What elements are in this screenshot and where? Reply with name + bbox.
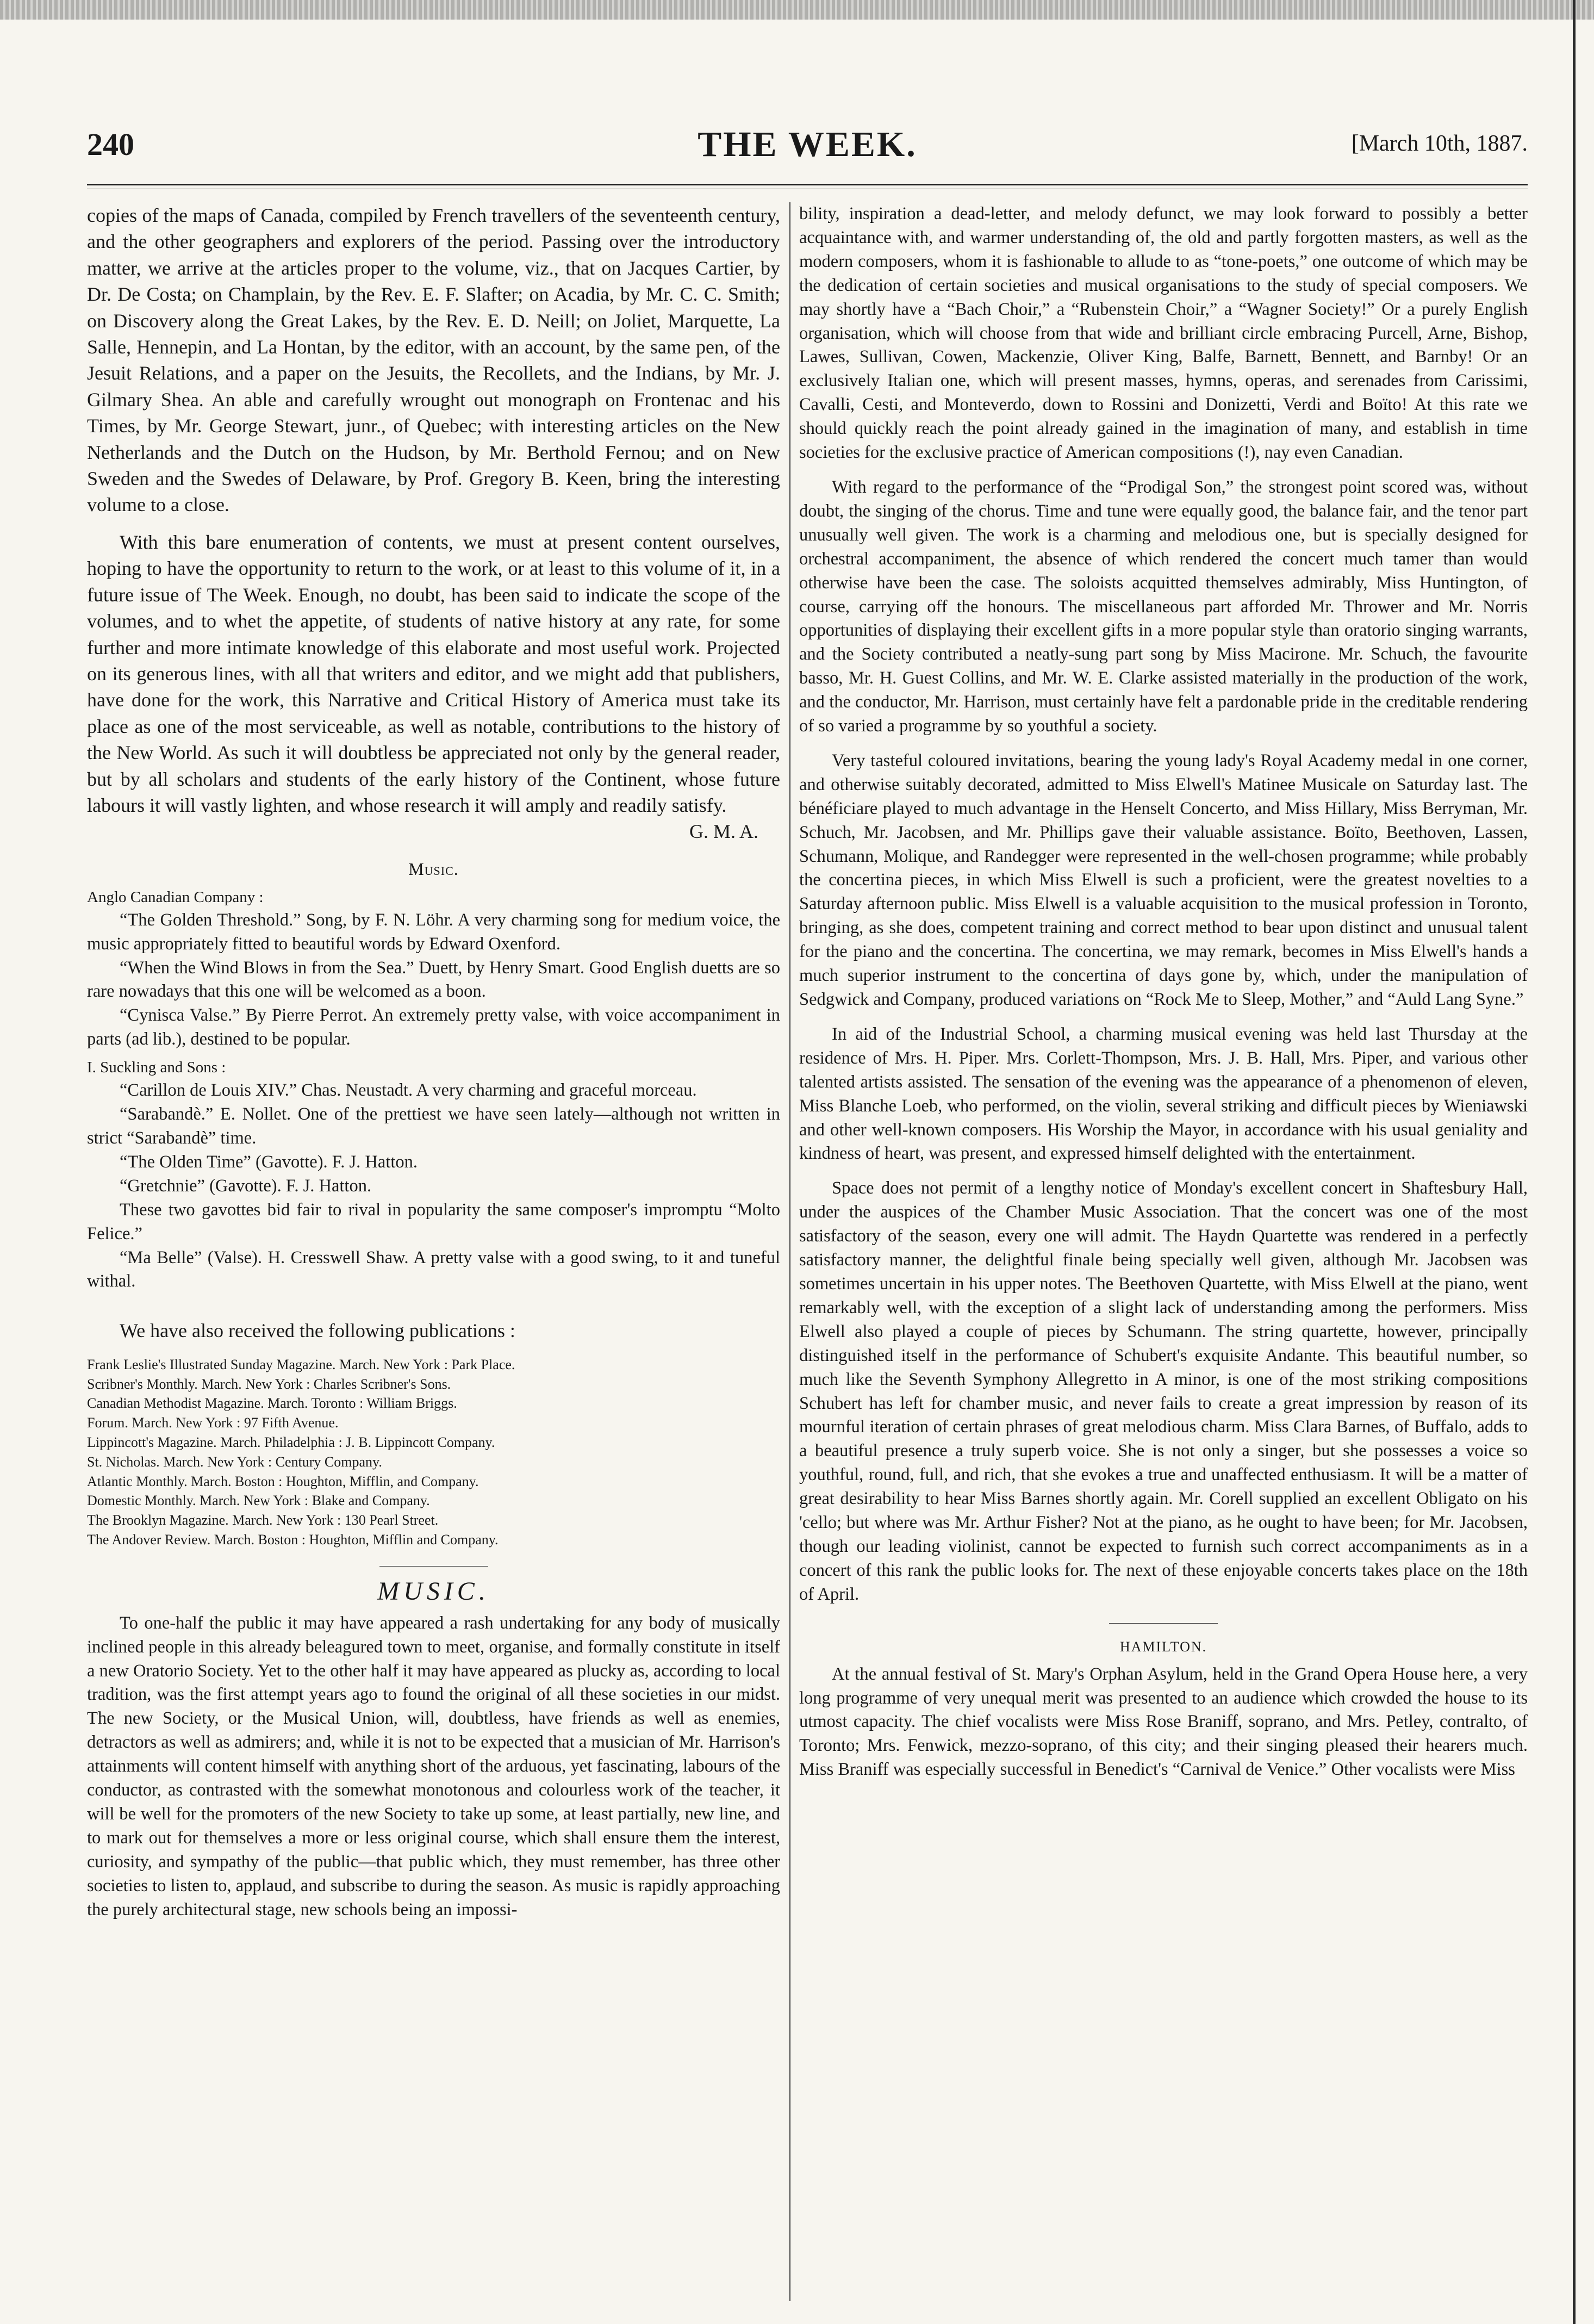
publication-entry: Canadian Methodist Magazine. March. Toronto : William Briggs.: [87, 1395, 457, 1412]
music-heading: Music.: [408, 859, 459, 879]
page-number: 240: [87, 127, 134, 162]
publisher-label: I. Suckling and Sons :: [87, 1059, 226, 1077]
music-notice: “Ma Belle” (Valse). H. Cresswell Shaw. A pretty valse with a good swing, to it and tuneful withal.: [87, 1247, 780, 1291]
music-notice: “Carillon de Louis XIV.” Chas. Neustadt. A very charming and graceful morceau.: [120, 1080, 697, 1101]
publication-entry: Scribner's Monthly. March. New York : Charles Scribner's Sons.: [87, 1376, 451, 1392]
page-header: [87, 126, 1528, 175]
publications-intro: We have also received the following publications :: [120, 1320, 515, 1342]
review-paragraph: copies of the maps of Canada, compiled by French travellers of the seventeenth century, and the other geographers and explorers of the period. Passing over the introductory matter, we arrive at the articles proper to the volume, viz., that on Jacques Cartier, by Dr. De Costa; on Champlain, by the Rev. E. F. Slafter; on Acadia, by Mr. C. C. Smith; on Discovery along the Great Lakes, by the Rev. E. D. Neill; on Joliet, Marquette, La Salle, Hennepin, and La Hontan, by the editor, with an account, by the same pen, of the Jesuit Relations, and a paper on the Jesuits, the Recollets, and the Indians, by Mr. J. Gilmary Shea. An able and carefully wrought out monograph on Frontenac and his Times, by Mr. George Stewart, junr., of Quebec; with interesting articles on the New Netherlands and the Dutch on the Hudson, by Mr. Berthold Fernou; and on New Sweden and the Swedes of Delaware, by Prof. Gregory B. Keen, bring the interesting volume to a close.: [87, 204, 780, 516]
publication-entry: The Andover Review. March. Boston : Houghton, Mifflin and Company.: [87, 1531, 499, 1548]
top-border: [0, 0, 1594, 20]
review-signature: G. M. A.: [689, 821, 758, 843]
music-notice: “Sarabandè.” E. Nollet. One of the prettiest we have seen lately—although not written in strict “Sarabandè” time.: [87, 1104, 780, 1148]
hamilton-heading: HAMILTON.: [1119, 1638, 1207, 1655]
publication-entry: Atlantic Monthly. March. Boston : Houghton, Mifflin, and Company.: [87, 1473, 479, 1489]
masthead: THE WEEK.: [698, 125, 917, 164]
music-notice: “The Olden Time” (Gavotte). F. J. Hatton.: [120, 1152, 418, 1172]
music-notice: These two gavottes bid fair to rival in popularity the same composer's impromptu “Molto Felice.”: [87, 1200, 780, 1244]
music-article-paragraph: In aid of the Industrial School, a charming musical evening was held last Thursday at the residence of Mrs. H. Piper. Mrs. Corlett-Thompson, Mrs. J. B. Hall, Mrs. Piper, and various other talented artists assisted. The sensation of the evening was the appearance of a phenomenon of eleven, Miss Blanche Loeb, who performed, on the violin, several striking and difficult pieces by Wieniawski and other well-known composers. His Worship the Mayor, in accordance with his usual geniality and kindness of heart, was present, and expressed himself delighted with the entertainment.: [799, 1024, 1528, 1164]
publication-entry: Forum. March. New York : 97 Fifth Avenue.: [87, 1415, 339, 1431]
music-notice: “The Golden Threshold.” Song, by F. N. Löhr. A very charming song for medium voice, the music appropriately fitted to beautiful words by Edward Oxenford.: [87, 910, 780, 954]
review-paragraph: With this bare enumeration of contents, we must at present content ourselves, hoping to have the opportunity to return to the work, or at least to this volume of it, in a future issue of The Week. Enough, no doubt, has been said to indicate the scope of the volumes, and to whet the appetite, of students of native history at any rate, for some further and more intimate knowledge of this elaborate and most useful work. Projected on its generous lines, with all that writers and editor, and we might add that publishers, have done for the work, this Narrative and Critical History of America must take its place as one of the most serviceable, as well as notable, contributions to the history of the New World. As such it will doubtless be appreciated not only by the general reader, but by all scholars and students of the early history of the Continent, whose future labours it will vastly lighten, and whose research it will amply and readily satisfy.: [87, 531, 780, 816]
music-article-paragraph: To one-half the public it may have appeared a rash undertaking for any body of musically inclined people in this already beleagured town to meet, organise, and formally constitute in itself a new Oratorio Society. Yet to the other half it may have appeared as plucky as, according to local tradition, was the first attempt years ago to found the original of all these societies in our midst. The new Society, or the Musical Union, will, doubtless, have friends as well as enemies, detractors as well as admirers; and, while it is not to be expected that a musician of Mr. Harrison's attainments will content himself with anything short of the arduous, yet fascinating, labours of the conductor, as contrasted with the somewhat monotonous and colourless work of the teacher, it will be well for the promoters of the new Society to take up some, at least partially, new line, and to mark out for themselves a more or less original course, which shall ensure them the interest, curiosity, and sympathy of the public—that public which, they must remember, has three other societies to listen to, applaud, and subscribe to during the season. As music is rapidly approaching the purely architectural stage, new schools being an impossi-: [87, 1613, 780, 1919]
music-article-paragraph: Space does not permit of a lengthy notice of Monday's excellent concert in Shaftesbury Hall, under the auspices of the Chamber Music Association. That the concert was one of the most satisfactory of the season, every one will admit. The Haydn Quartette was rendered in a perfectly satisfactory manner, the delightful finale being specially well given, although Mr. Jacobsen was sometimes uncertain in his upper notes. The Beethoven Quartette, with Miss Elwell at the piano, went remarkably well, with the exception of a slight lack of understanding among the performers. Miss Elwell also played a couple of pieces by Schumann. The string quartette, however, principally distinguished itself in the performance of Schubert's exquisite Andante. This beautiful number, so much like the Seventh Symphony Allegretto in A minor, is one of the most striking compositions Schubert has left for chamber music, and never fails to create a great impression by reason of its mournful iteration of certain phrases of great melodious charm. Miss Clara Barnes, of Buffalo, adds to a beautiful presence a truly superb voice. She is not only a singer, but she possesses a voice so youthful, round, full, and rich, that she evokes a true and unaffected enthusiasm. It will be a matter of great desirability to hear Miss Barnes shortly again. Mr. Corell supplied an excellent Obligato on his 'cello; but where was Mr. Arthur Fisher? Not at the piano, as he ought to have been; for Mr. Jacobsen, though our leading violinist, cannot be expected to furnish such correct accompaniments as in a concert of this rank the public looks for. The next of these enjoyable concerts takes place on the 18th of April.: [799, 1178, 1528, 1604]
left-column: [87, 202, 780, 2312]
header-rule: [87, 184, 1528, 185]
section-divider: [1109, 1623, 1218, 1624]
right-margin-rule: [1573, 0, 1576, 2324]
publication-entry: Domestic Monthly. March. New York : Blake and Company.: [87, 1493, 430, 1509]
music-section-title: MUSIC.: [377, 1576, 490, 1606]
music-article-paragraph: At the annual festival of St. Mary's Orphan Asylum, held in the Grand Opera House here, a very long programme of very unequal merit was presented to an audience which crowded the house to its utmost capacity. The chief vocalists were Miss Rose Braniff, soprano, and Mrs. Petley, contralto, of Toronto; Mrs. Fenwick, mezzo-soprano, of this city; and their singing pleased their hearers much. Miss Braniff was especially successful in Benedict's “Carnival de Venice.” Other vocalists were Miss: [799, 1664, 1528, 1780]
publisher-label: Anglo Canadian Company :: [87, 888, 264, 906]
section-divider: [379, 1566, 488, 1567]
music-article-paragraph: Very tasteful coloured invitations, bearing the young lady's Royal Academy medal in one corner, and otherwise suitably decorated, admitted to Miss Elwell's Matinee Musicale on Saturday last. The bénéficiare played to much advantage in the Henselt Concerto, and Miss Hillary, Miss Berryman, Mr. Schuch, Mr. Jacobsen, and Mr. Phillips gave their valuable assistance. Boïto, Beethoven, Lassen, Schumann, Molique, and Randegger were represented in the well-chosen programme; while probably the concertina pieces, in which Miss Elwell is such a proficient, were the greatest novelties to a Saturday afternoon public. Miss Elwell is a valuable acquisition to the musical profession in Toronto, bringing, as she does, competent training and correct method to bear upon distinct and unusual talent for the piano and the concertina. The concertina, we may remark, becomes in Miss Elwell's hands a much superior instrument to the concertina of days gone by, which, under the manipulation of Sedgwick and Company, produced variations on “Rock Me to Sleep, Mother,” and “Auld Lang Syne.”: [799, 750, 1528, 1009]
music-notice: “Gretchnie” (Gavotte). F. J. Hatton.: [120, 1176, 372, 1196]
column-divider: [789, 202, 790, 2301]
publication-entry: Lippincott's Magazine. March. Philadelphia : J. B. Lippincott Company.: [87, 1434, 495, 1450]
publication-entry: The Brooklyn Magazine. March. New York : 130 Pearl Street.: [87, 1512, 439, 1528]
right-column: [799, 202, 1528, 2312]
music-article-paragraph: bility, inspiration a dead-letter, and melody defunct, we may look forward to possibly a better acquaintance with, and warmer understanding of, the old and partly forgotten masters, as well as the modern composers, whom it is fashionable to allude to as “tone-poets,” one outcome of which may be the dedication of certain societies and musical organisations to the study of special composers. We may shortly have a “Bach Choir,” a “Rubenstein Choir,” a “Wagner Society!” Or a purely English organisation, which will choose from that wide and brilliant circle embracing Purcell, Arne, Bishop, Lawes, Sullivan, Cowen, Mackenzie, Oliver King, Balfe, Barnett, Bennett, and Barnby! Or an exclusively Italian one, which will present masses, hymns, operas, and serenades from Carissimi, Cavalli, Cesti, and Monteverdo, down to Rossini and Donizetti, Verdi and Boïto! At this rate we should quickly reach the point already gained in the imagination of many, and establish in time societies for the exclusive practice of American compositions (!), nay even Canadian.: [799, 204, 1528, 463]
publication-entry: Frank Leslie's Illustrated Sunday Magazine. March. New York : Park Place.: [87, 1356, 515, 1372]
publication-entry: St. Nicholas. March. New York : Century Company.: [87, 1453, 382, 1470]
music-notice: “Cynisca Valse.” By Pierre Perrot. An extremely pretty valse, with voice accompaniment in parts (ad lib.), destined to be popular.: [87, 1005, 780, 1049]
issue-date: [March 10th, 1887.: [1351, 131, 1528, 156]
music-article-paragraph: With regard to the performance of the “Prodigal Son,” the strongest point scored was, without doubt, the singing of the chorus. Time and tune were equally good, the balance fair, and the tenor part unusually well given. The work is a charming and melodious one, but is specially designed for orchestral accompaniment, the absence of which rendered the concert much tamer than would otherwise have been the case. The soloists acquitted themselves admirably, Miss Huntington, of course, carrying off the honours. The miscellaneous part afforded Mr. Thrower and Mr. Norris opportunities of displaying their excellent gifts in a more popular style than oratorio singing warrants, and the Society contributed a neatly-sung part song by Miss Macirone. Mr. Schuch, the favourite basso, Mr. H. Guest Collins, and Mr. W. E. Clarke assisted materially in the production of the work, and the conductor, Mr. Harrison, must certainly have felt a pardonable pride in the creditable rendering of so varied a programme by so youthful a society.: [799, 477, 1528, 736]
music-notice: “When the Wind Blows in from the Sea.” Duett, by Henry Smart. Good English duetts are so rare nowadays that this one will be welcomed as a boon.: [87, 958, 780, 1002]
